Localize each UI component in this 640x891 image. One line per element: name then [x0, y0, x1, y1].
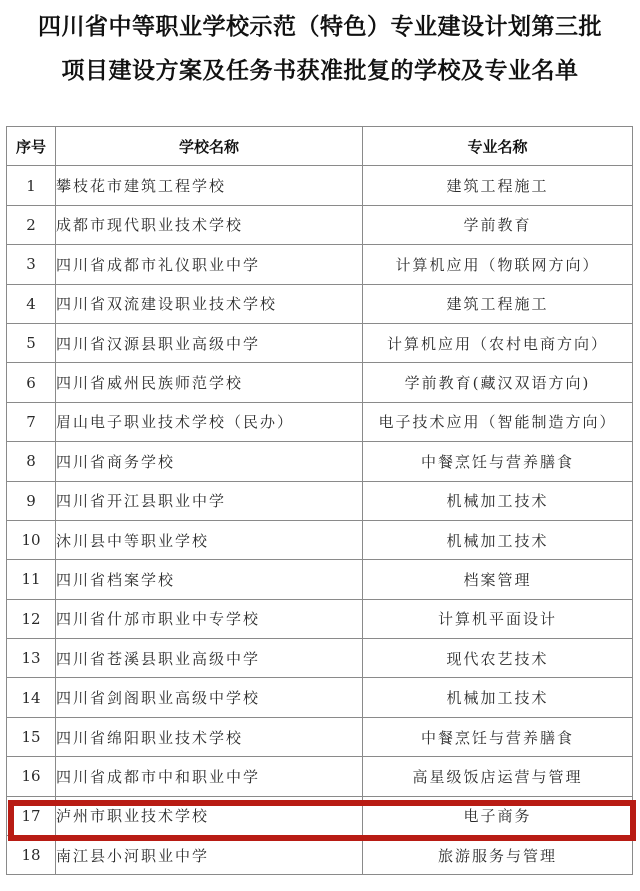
- cell-no: 12: [7, 599, 56, 638]
- cell-school: 四川省威州民族师范学校: [56, 363, 363, 402]
- cell-school: 四川省商务学校: [56, 442, 363, 481]
- cell-school: 四川省什邡市职业中专学校: [56, 599, 363, 638]
- cell-school: 四川省成都市礼仪职业中学: [56, 245, 363, 284]
- cell-school: 攀枝花市建筑工程学校: [56, 166, 363, 205]
- cell-major: 学前教育: [363, 205, 633, 244]
- table-row: [7, 757, 633, 796]
- table-row: [7, 560, 633, 599]
- cell-no: 13: [7, 639, 56, 678]
- cell-major: 建筑工程施工: [363, 284, 633, 323]
- cell-major: 中餐烹饪与营养膳食: [363, 717, 633, 756]
- cell-no: 7: [7, 402, 56, 441]
- table-row: [7, 836, 633, 875]
- table-row: [7, 284, 633, 323]
- cell-major: 计算机平面设计: [363, 599, 633, 638]
- cell-school: 四川省成都市中和职业中学: [56, 757, 363, 796]
- cell-no: 16: [7, 757, 56, 796]
- cell-major: 机械加工技术: [363, 481, 633, 520]
- table-row: [7, 599, 633, 638]
- cell-school: 四川省开江县职业中学: [56, 481, 363, 520]
- header-no: 序号: [7, 127, 56, 166]
- table-header-row: [7, 127, 633, 166]
- cell-no: 2: [7, 205, 56, 244]
- school-major-table: [6, 126, 633, 875]
- cell-major: 旅游服务与管理: [363, 836, 633, 875]
- header-school: 学校名称: [56, 127, 363, 166]
- cell-major: 计算机应用（物联网方向）: [363, 245, 633, 284]
- cell-no: 10: [7, 520, 56, 559]
- cell-school: 眉山电子职业技术学校（民办）: [56, 402, 363, 441]
- cell-school: 成都市现代职业技术学校: [56, 205, 363, 244]
- cell-no: 8: [7, 442, 56, 481]
- table-row: [7, 639, 633, 678]
- cell-no: 15: [7, 717, 56, 756]
- cell-school: 泸州市职业技术学校: [56, 796, 363, 835]
- document-title-line-1: 四川省中等职业学校示范（特色）专业建设计划第三批: [38, 14, 602, 40]
- table-row: [7, 363, 633, 402]
- cell-school: 四川省双流建设职业技术学校: [56, 284, 363, 323]
- cell-school: 四川省剑阁职业高级中学校: [56, 678, 363, 717]
- cell-major: 档案管理: [363, 560, 633, 599]
- cell-no: 6: [7, 363, 56, 402]
- cell-major: 计算机应用（农村电商方向）: [363, 323, 633, 362]
- cell-major: 现代农艺技术: [363, 639, 633, 678]
- table-row: [7, 245, 633, 284]
- header-major: 专业名称: [363, 127, 633, 166]
- cell-major: 高星级饭店运营与管理: [363, 757, 633, 796]
- cell-major: 机械加工技术: [363, 520, 633, 559]
- table-row: [7, 481, 633, 520]
- cell-school: 四川省苍溪县职业高级中学: [56, 639, 363, 678]
- cell-school: 南江县小河职业中学: [56, 836, 363, 875]
- cell-major: 中餐烹饪与营养膳食: [363, 442, 633, 481]
- table-row: [7, 205, 633, 244]
- cell-no: 3: [7, 245, 56, 284]
- cell-no: 5: [7, 323, 56, 362]
- table-row: [7, 520, 633, 559]
- cell-school: 四川省档案学校: [56, 560, 363, 599]
- cell-no: 17: [7, 796, 56, 835]
- cell-no: 1: [7, 166, 56, 205]
- cell-school: 四川省绵阳职业技术学校: [56, 717, 363, 756]
- cell-no: 18: [7, 836, 56, 875]
- table-row: [7, 442, 633, 481]
- cell-school: 四川省汉源县职业高级中学: [56, 323, 363, 362]
- cell-major: 电子技术应用（智能制造方向）: [363, 402, 633, 441]
- table-row: [7, 717, 633, 756]
- cell-major: 电子商务: [363, 796, 633, 835]
- cell-no: 4: [7, 284, 56, 323]
- cell-no: 11: [7, 560, 56, 599]
- table-row-highlighted: [7, 796, 633, 835]
- cell-no: 9: [7, 481, 56, 520]
- cell-school: 沐川县中等职业学校: [56, 520, 363, 559]
- document-title-line-2: 项目建设方案及任务书获准批复的学校及专业名单: [61, 58, 579, 84]
- cell-major: 学前教育(藏汉双语方向): [363, 363, 633, 402]
- table-row: [7, 166, 633, 205]
- table-row: [7, 323, 633, 362]
- table-row: [7, 678, 633, 717]
- table-row: [7, 402, 633, 441]
- cell-major: 建筑工程施工: [363, 166, 633, 205]
- cell-major: 机械加工技术: [363, 678, 633, 717]
- cell-no: 14: [7, 678, 56, 717]
